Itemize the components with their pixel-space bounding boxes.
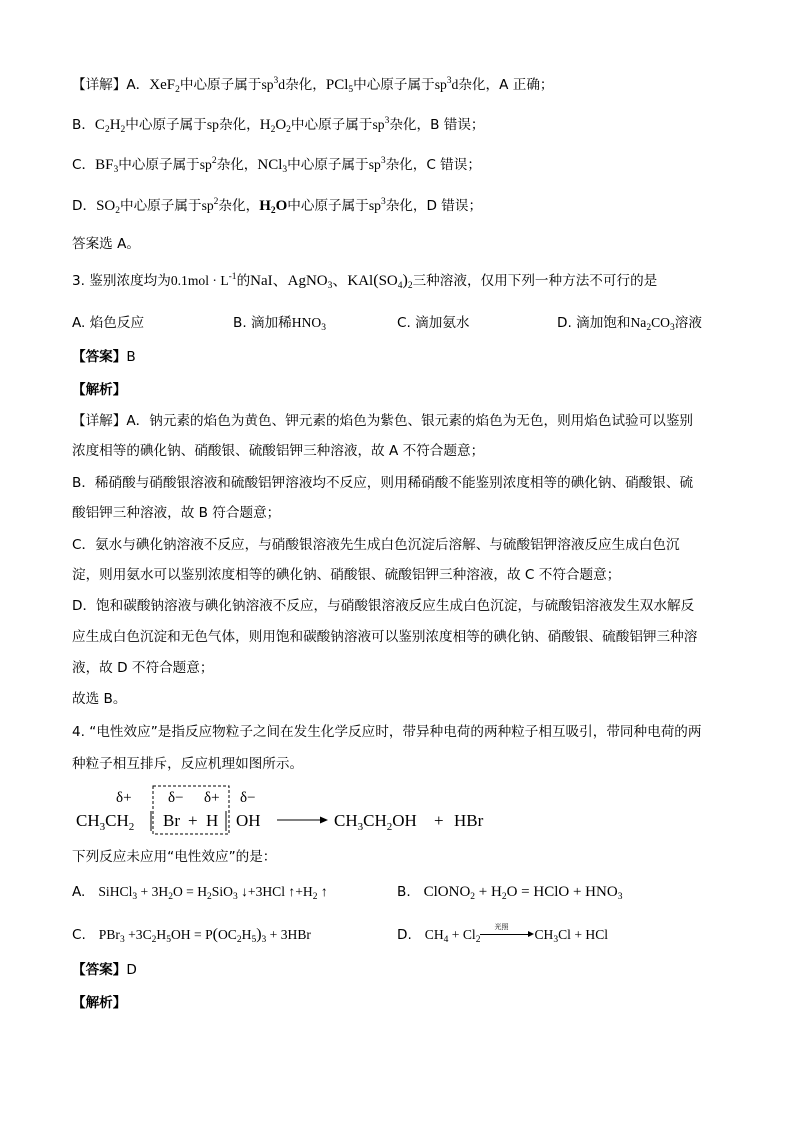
q3-conclusion: 故选 B。 <box>72 691 127 707</box>
q3-detail-line-4: 酸铝钾三种溶液，故 B 符合题意； <box>72 505 281 521</box>
q2-conclusion: 答案选 A。 <box>72 236 140 252</box>
q3-stem: 3. 鉴别浓度均为$0.1mol \cdot L^{-1}$的NaI、AgNO$_3$、$KAl(SO_4)_2$三种溶液，仅用下列一种方法不可行的是 <box>72 272 658 291</box>
q3-answer: 【答案】B <box>72 349 136 365</box>
q3-detail-line-5: C．氨水与碘化钠溶液不反应，与硝酸银溶液先生成白色沉淀后溶解、与硫酸铝钾溶液反应生成白色沉 <box>72 537 680 553</box>
q3-detail-line-9: 液，故 D 不符合题意； <box>72 660 214 676</box>
q3-option-a: A. 焰色反应 <box>72 315 145 331</box>
hydroxyl-group: OH <box>236 811 261 830</box>
detail-tag: 【详解】 <box>72 77 127 93</box>
bromine-atom: Br <box>163 811 180 830</box>
q2-line-c: C．$BF_3$中心原子属于$sp^2$杂化，NCl$_3$中心原子属于$sp^3$杂化，C 错误； <box>72 156 481 175</box>
reaction-arrow-head <box>320 817 328 824</box>
delta-minus-1: δ− <box>168 790 184 806</box>
q3-option-d: D. 滴加饱和$Na_2CO_3$溶液 <box>557 315 702 333</box>
hydrogen-atom: H <box>206 811 219 830</box>
q4-answer: 【答案】D <box>72 962 137 978</box>
q3-detail-line-7: D．饱和碳酸钠溶液与碘化钠溶液不反应，与硝酸银溶液反应生成白色沉淀，与硫酸铝溶液发生双水解反 <box>72 598 695 614</box>
plus-sign-1: + <box>188 811 198 830</box>
q3-analysis-tag: 【解析】 <box>72 382 127 398</box>
q3-detail-line-1: 【详解】A．钠元素的焰色为黄色、钾元素的焰色为紫色、银元素的焰色为无色，则用焰色试验可以鉴别 <box>72 413 694 429</box>
product-hbr: HBr <box>454 811 484 830</box>
q2-line-d: D．$SO_2$中心原子属于$sp^2$杂化，$H_2O$中心原子属于$sp^3$杂化，D 错误； <box>72 197 483 216</box>
q4-stem-line-1: 4. “电性效应”是指反应物粒子之间在发生化学反应时，带异种电荷的两种粒子相互吸引，带同种电荷的两 <box>72 724 702 740</box>
q4-option-b: B. ClONO$_2$ + $H_2O$ = HClO + $HNO_3$ <box>397 884 623 902</box>
plus-sign-2: + <box>434 811 444 830</box>
q4-analysis-tag: 【解析】 <box>72 995 127 1011</box>
q4-option-a: A. SiHCl$_3$ + $3H_2O = H_2SiO_3$ ↓+3HCl $↑+H_2$ ↑ <box>72 884 328 902</box>
q3-option-b: B. 滴加稀$HNO_3$ <box>233 315 326 333</box>
q4-stem-line-2: 种粒子相互排斥，反应机理如图所示。 <box>72 756 304 772</box>
q3-option-c: C. 滴加氨水 <box>397 315 470 331</box>
q3-detail-line-6: 淀，则用氨水可以鉴别浓度相等的碘化钠、硝酸银、硫酸铝钾三种溶液，故 C 不符合题意； <box>72 567 621 583</box>
light-condition: 光照 <box>494 923 509 931</box>
product-ethanol: $CH_3CH_2OH$ <box>334 811 417 833</box>
reactant-ethyl: $CH_3CH_2$ <box>76 811 135 833</box>
delta-plus-2: δ+ <box>204 790 220 806</box>
q4-question: 下列反应未应用“电性效应”的是： <box>72 849 277 865</box>
q3-detail-line-8: 应生成白色沉淀和无色气体，则用饱和碳酸钠溶液可以鉴别浓度相等的碘化钠、硝酸银、硫酸铝钾三种溶 <box>72 629 698 645</box>
delta-minus-2: δ− <box>240 790 256 806</box>
delta-plus-1: δ+ <box>116 790 132 806</box>
q3-detail-line-2: 浓度相等的碘化钠、硝酸银、硫酸铝钾三种溶液，故 A 不符合题意； <box>72 443 485 459</box>
q2-line-b: B．$C_2H_2$中心原子属于sp杂化，$H_2O_2$中心原子属于$sp^3$杂化，B 错误； <box>72 116 485 135</box>
q4-option-d: D. $CH_4 + Cl_2$ 光照 $CH_3Cl$ + HCl <box>397 925 608 945</box>
q4-option-c: C. $PBr_3 +3C_2H_5OH = P(OC_2H_5)_3 + 3HBr$ <box>72 926 311 945</box>
q2-line-a: 【详解】A．XeF$_2$中心原子属于$sp^3d$杂化，PCl$_5$中心原子属于$sp^3d$杂化，A 正确； <box>72 76 554 95</box>
q3-detail-line-3: B．稀硝酸与硝酸银溶液和硫酸铝钾溶液均不反应，则用稀硝酸不能鉴别浓度相等的碘化钠、硝酸银、硫 <box>72 475 694 491</box>
electric-effect-mechanism-figure <box>72 783 542 835</box>
